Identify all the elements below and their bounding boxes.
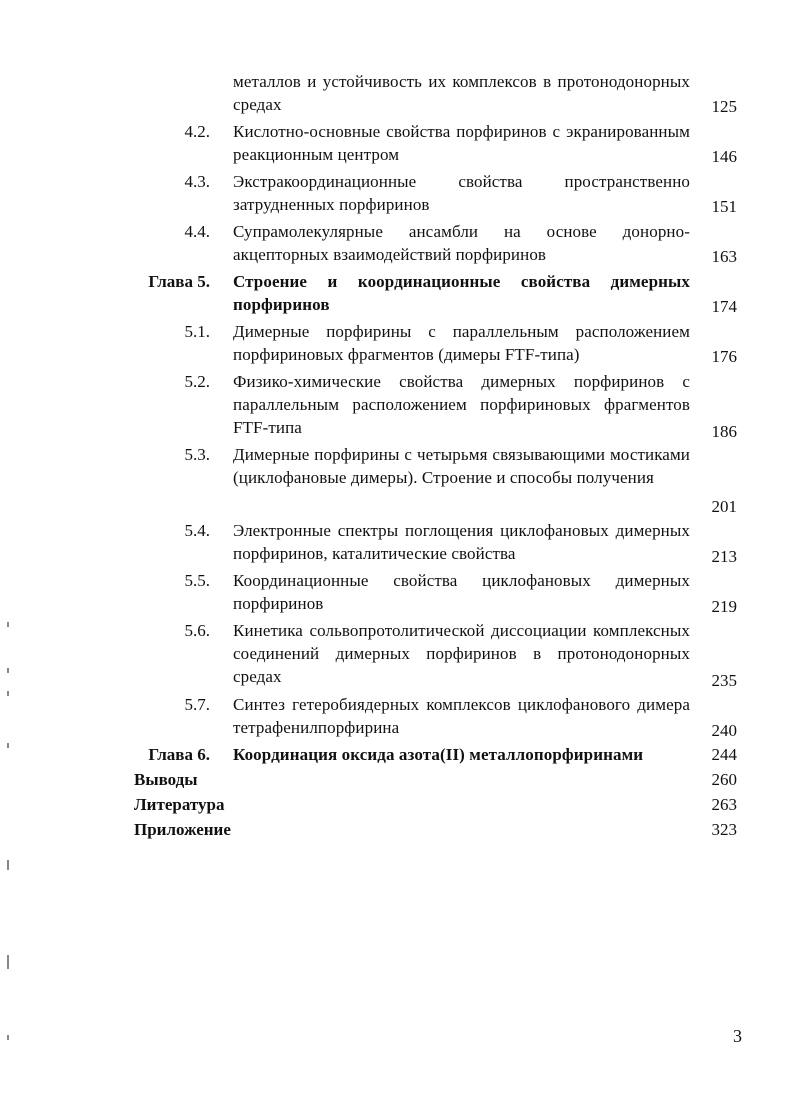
toc-entry-number: 5.2. [184, 372, 210, 391]
toc-entry-page: 260 [711, 770, 737, 789]
toc-entry-text: Физико-химические свойства димерных порфиринов с параллельным расположением порфириновых фрагментов FTF-типа [233, 372, 690, 437]
toc-entry-page: 219 [711, 597, 737, 616]
toc-chapter-title: Строение и координационные свойства димерных порфиринов [233, 272, 690, 314]
toc-entry-page: 244 [711, 745, 737, 764]
toc-entry-text: Электронные спектры поглощения циклофановых димерных порфиринов, каталитические свойства [233, 521, 690, 563]
toc-chapter-number: Глава 5. [148, 272, 210, 291]
toc-entry-page: 201 [711, 497, 737, 516]
toc-entry-page: 186 [711, 422, 737, 441]
toc-entry-page: 240 [711, 721, 737, 740]
toc-entry-number: 4.2. [184, 122, 210, 141]
toc-entry-page: 163 [711, 247, 737, 266]
toc-entry-text: Кислотно-основные свойства порфиринов с экранированным реакционным центром [233, 122, 690, 164]
toc-entry-text: Экстракоординационные свойства пространственно затрудненных порфиринов [233, 172, 690, 214]
toc-backmatter-label: Выводы [134, 770, 198, 789]
toc-entry-number: 5.7. [184, 695, 210, 714]
toc-entry-number: 5.1. [184, 322, 210, 341]
toc-entry-text: металлов и устойчивость их комплексов в протонодонорных средах [233, 72, 690, 114]
toc-entry-number: 5.4. [184, 521, 210, 540]
toc-entry-text: Димерные порфирины с параллельным расположением порфириновых фрагментов (димеры FTF-типа) [233, 322, 690, 364]
toc-entry-page: 174 [711, 297, 737, 316]
toc-entry-number: 4.3. [184, 172, 210, 191]
toc-backmatter-label: Литература [134, 795, 225, 814]
toc-entry-page: 263 [711, 795, 737, 814]
toc-entry-page: 176 [711, 347, 737, 366]
toc-entry-text: Димерные порфирины с четырьмя связывающими мостиками (циклофановые димеры). Строение и способы получения [233, 445, 690, 487]
toc-entry-page: 323 [711, 820, 737, 839]
toc-entry-number: 5.6. [184, 621, 210, 640]
toc-entry-number: 5.5. [184, 571, 210, 590]
toc-entry-number: 4.4. [184, 222, 210, 241]
toc-entry-text: Координационные свойства циклофановых димерных порфиринов [233, 571, 690, 613]
toc-entry-page: 125 [711, 97, 737, 116]
toc-entry-number: 5.3. [184, 445, 210, 464]
toc-entry-page: 235 [711, 671, 737, 690]
toc-backmatter-label: Приложение [134, 820, 231, 839]
toc-entry-page: 146 [711, 147, 737, 166]
toc-chapter-title: Координация оксида азота(II) металлопорфиринами [233, 745, 644, 764]
toc-entry-page: 151 [711, 197, 737, 216]
toc-entry-page: 213 [711, 547, 737, 566]
toc-entry-text: Кинетика сольвопротолитической диссоциации комплексных соединений димерных порфиринов в протонодонорных средах [233, 621, 690, 686]
toc-entry-text: Супрамолекулярные ансамбли на основе донорно-акцепторных взаимодействий порфиринов [233, 222, 690, 264]
toc-chapter-number: Глава 6. [148, 745, 210, 764]
toc-entry-text: Синтез гетеробиядерных комплексов циклофанового димера тетрафенилпорфирина [233, 695, 690, 737]
page-number: 3 [733, 1026, 742, 1046]
